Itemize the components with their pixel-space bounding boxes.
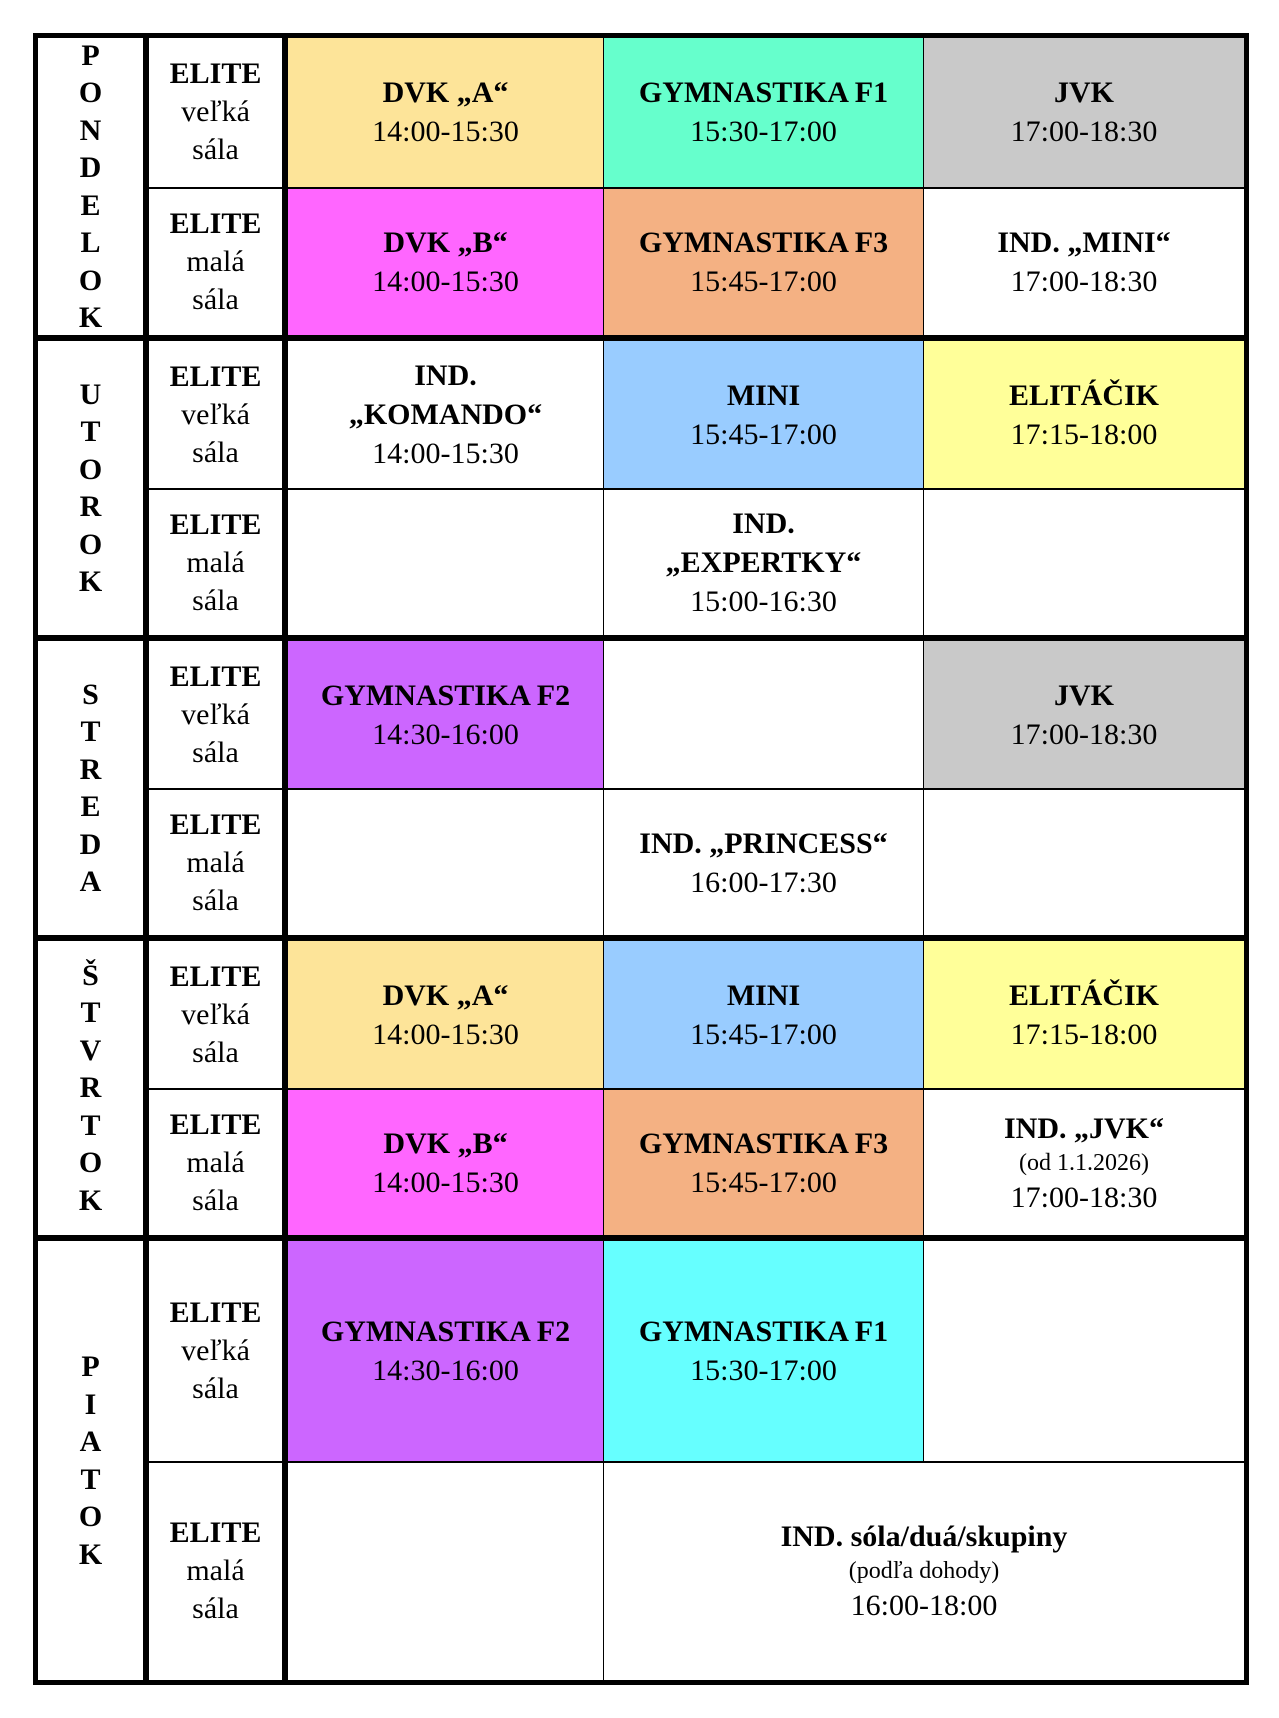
room-label-line: veľká	[181, 997, 250, 1031]
session-cell	[288, 941, 604, 1088]
day-name-letter: S	[82, 677, 99, 711]
day-name-letter: K	[78, 1537, 103, 1571]
session-time: 14:30-16:00	[372, 1353, 519, 1387]
day-name-letter: O	[78, 76, 103, 109]
room-label-line: sála	[192, 435, 239, 469]
session-cell	[604, 1463, 1244, 1681]
room-row-velka	[149, 1241, 1244, 1461]
session-time: 15:00-16:30	[690, 585, 837, 618]
room-label	[149, 790, 288, 935]
session-cell	[604, 341, 924, 488]
room-label-line: veľká	[181, 95, 250, 129]
session-cell	[924, 941, 1244, 1088]
room-label-line: sála	[192, 583, 239, 617]
room-label-line: malá	[186, 1554, 245, 1588]
room-row-mala	[149, 187, 1244, 336]
session-time: 17:00-18:30	[1010, 1180, 1158, 1214]
day-name-letter: U	[79, 377, 102, 411]
session-title: GYMNASTIKA F2	[320, 678, 571, 712]
session-cell	[288, 1090, 604, 1235]
day-block-piatok	[38, 1235, 1244, 1680]
room-label-line: sála	[192, 883, 239, 917]
day-name-letter: Š	[82, 958, 99, 992]
day-name-letter: T	[80, 996, 101, 1030]
day-block-pondelok	[38, 38, 1244, 335]
room-label-line: sála	[192, 1592, 239, 1626]
session-cell	[288, 38, 604, 187]
room-row-mala	[149, 1088, 1244, 1235]
room-label-line: ELITE	[169, 659, 262, 693]
room-label-line: malá	[186, 545, 245, 579]
session-title: IND. „JVK“	[1003, 1111, 1164, 1145]
session-note: (podľa dohody)	[848, 1558, 1000, 1585]
room-label-line: ELITE	[169, 507, 262, 541]
session-title: GYMNASTIKA F2	[320, 1314, 571, 1348]
room-label	[149, 641, 288, 788]
day-name-letter: R	[79, 752, 102, 786]
session-title: IND. „MINI“	[997, 225, 1171, 259]
room-label-line: malá	[186, 1145, 245, 1179]
room-label-line: malá	[186, 244, 245, 278]
room-row-mala	[149, 488, 1244, 635]
day-name-letter: A	[79, 1425, 102, 1458]
session-title: GYMNASTIKA F1	[638, 76, 889, 110]
room-label-line: ELITE	[169, 359, 262, 393]
session-time: 14:00-15:30	[372, 437, 519, 470]
day-name-letter: E	[80, 790, 101, 823]
session-title: DVK „B“	[383, 1126, 508, 1160]
room-label-line: veľká	[181, 697, 250, 731]
session-cell	[288, 341, 604, 488]
empty-cell	[924, 1241, 1244, 1461]
day-name-letter: V	[79, 1033, 102, 1067]
day-name-letter: O	[78, 1146, 103, 1180]
room-label-line: ELITE	[169, 206, 262, 240]
day-name	[80, 676, 102, 901]
day-name-letter: A	[79, 865, 102, 898]
session-time: 15:45-17:00	[690, 1017, 837, 1051]
session-title: GYMNASTIKA F1	[638, 1314, 889, 1348]
session-time: 16:00-18:00	[850, 1589, 998, 1623]
session-cell	[924, 189, 1244, 336]
room-label-line: sála	[192, 1371, 239, 1405]
day-block-utorok	[38, 335, 1244, 635]
session-title: DVK „B“	[383, 225, 508, 259]
room-label-line: ELITE	[169, 1295, 262, 1329]
day-label-cell	[38, 38, 149, 335]
day-label-cell	[38, 341, 149, 635]
room-label-line: sála	[192, 133, 239, 167]
room-label-line: veľká	[181, 1333, 250, 1367]
session-time: 14:00-15:30	[372, 115, 519, 149]
room-label	[149, 38, 288, 187]
room-label-line: ELITE	[169, 1516, 262, 1550]
session-time: 15:30-17:00	[690, 1353, 837, 1387]
room-label-line: ELITE	[169, 1107, 262, 1141]
room-label	[149, 189, 288, 336]
session-title: IND. sóla/duá/skupiny	[780, 1520, 1068, 1554]
room-row-velka	[149, 341, 1244, 488]
day-label-cell	[38, 641, 149, 935]
session-title: „EXPERTKY“	[665, 546, 862, 579]
room-label	[149, 941, 288, 1088]
session-cell	[924, 1090, 1244, 1235]
session-time: 14:30-16:00	[372, 717, 519, 751]
day-name-letter: O	[78, 527, 103, 561]
empty-cell	[924, 790, 1244, 935]
session-cell	[604, 790, 924, 935]
day-name-letter: I	[84, 1387, 97, 1421]
session-time: 14:00-15:30	[372, 1017, 519, 1051]
session-time: 15:30-17:00	[690, 115, 837, 149]
room-label	[149, 341, 288, 488]
session-title: DVK „A“	[382, 76, 509, 110]
session-time: 17:00-18:30	[1010, 717, 1158, 751]
day-name-letter: K	[78, 565, 103, 598]
day-name	[79, 1348, 102, 1573]
session-cell	[604, 1241, 924, 1461]
session-cell	[288, 189, 604, 336]
session-cell	[288, 1241, 604, 1461]
session-cell	[604, 38, 924, 187]
room-label	[149, 490, 288, 635]
session-title: JVK	[1054, 678, 1114, 712]
room-row-mala	[149, 788, 1244, 935]
empty-cell	[924, 490, 1244, 635]
room-label-line: veľká	[181, 397, 250, 431]
day-name	[79, 37, 102, 337]
day-name-letter: N	[79, 113, 102, 147]
session-time: 15:45-17:00	[690, 417, 837, 451]
day-name-letter: O	[78, 263, 103, 297]
session-time: 14:00-15:30	[372, 1165, 519, 1199]
session-title: JVK	[1054, 76, 1114, 110]
session-time: 17:00-18:30	[1010, 264, 1158, 298]
session-time: 14:00-15:30	[372, 264, 519, 298]
session-title: DVK „A“	[382, 978, 509, 1012]
session-note: (od 1.1.2026)	[1019, 1149, 1149, 1176]
room-label-line: sála	[192, 735, 239, 769]
room-label-line: malá	[186, 845, 245, 879]
session-cell	[288, 641, 604, 788]
session-title: ELITÁČIK	[1008, 978, 1160, 1012]
room-label-line: sála	[192, 1035, 239, 1069]
day-name-letter: P	[81, 1350, 100, 1383]
session-title: IND.	[732, 507, 795, 540]
day-name-letter: T	[80, 415, 101, 448]
room-label-line: sála	[192, 1183, 239, 1217]
session-time: 17:15-18:00	[1010, 417, 1158, 451]
day-name-letter: R	[79, 1071, 102, 1105]
room-label-line: ELITE	[169, 57, 262, 91]
day-label-cell	[38, 1241, 149, 1680]
day-name	[79, 376, 102, 601]
day-name-letter: D	[79, 151, 102, 184]
session-title: MINI	[726, 378, 801, 412]
session-title: GYMNASTIKA F3	[638, 225, 889, 259]
day-name-letter: K	[78, 1183, 103, 1217]
empty-cell	[288, 490, 604, 635]
day-name-letter: T	[80, 1462, 101, 1496]
room-row-velka	[149, 38, 1244, 187]
session-cell	[604, 490, 924, 635]
session-title: IND. „PRINCESS“	[639, 826, 888, 860]
day-name-letter: E	[80, 188, 101, 222]
room-label-line: sála	[192, 282, 239, 316]
day-name-letter: L	[80, 226, 101, 259]
room-row-velka	[149, 641, 1244, 788]
day-name-letter: O	[78, 1500, 103, 1533]
day-name-letter: T	[80, 715, 101, 748]
session-title: GYMNASTIKA F3	[638, 1126, 889, 1160]
day-block-stvrtok	[38, 935, 1244, 1235]
day-name-letter: P	[81, 38, 100, 72]
session-title: ELITÁČIK	[1008, 378, 1160, 412]
room-label	[149, 1090, 288, 1235]
room-label-line: ELITE	[169, 807, 262, 841]
session-cell	[604, 941, 924, 1088]
room-row-mala	[149, 1461, 1244, 1681]
empty-cell	[604, 641, 924, 788]
session-time: 16:00-17:30	[690, 865, 837, 899]
day-name	[79, 957, 102, 1220]
day-block-streda	[38, 635, 1244, 935]
room-label	[149, 1463, 288, 1681]
day-label-cell	[38, 941, 149, 1235]
room-label-line: ELITE	[169, 959, 262, 993]
room-label	[149, 1241, 288, 1461]
session-cell	[604, 189, 924, 336]
empty-cell	[288, 790, 604, 935]
session-time: 15:45-17:00	[690, 1165, 837, 1199]
session-title: „KOMANDO“	[348, 398, 543, 431]
session-cell	[924, 38, 1244, 187]
day-name-letter: K	[78, 301, 103, 334]
session-cell	[604, 1090, 924, 1235]
empty-cell	[288, 1463, 604, 1681]
room-row-velka	[149, 941, 1244, 1088]
day-name-letter: R	[79, 490, 102, 523]
session-time: 17:00-18:30	[1010, 115, 1158, 149]
day-name-letter: D	[79, 827, 102, 861]
session-time: 15:45-17:00	[690, 264, 837, 298]
session-title: IND.	[414, 359, 477, 392]
session-title: MINI	[726, 978, 801, 1012]
session-time: 17:15-18:00	[1010, 1017, 1158, 1051]
day-name-letter: O	[78, 452, 103, 486]
session-cell	[924, 641, 1244, 788]
session-cell	[924, 341, 1244, 488]
schedule-table	[33, 33, 1249, 1685]
day-name-letter: T	[80, 1108, 101, 1142]
